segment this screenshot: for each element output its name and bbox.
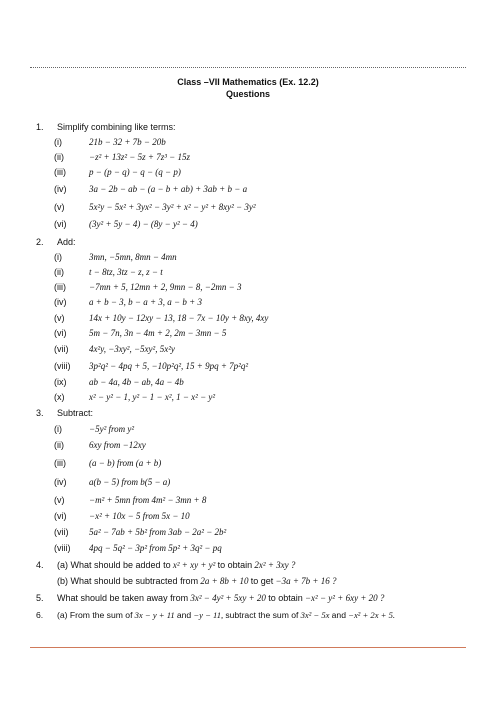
item-label: (ii) [54, 440, 64, 450]
item-label: (vii) [54, 344, 69, 354]
page-title: Class –VII Mathematics (Ex. 12.2) [177, 77, 319, 87]
item-expression: 4pq − 5q² − 3p² from 5p² + 3q² − pq [89, 543, 222, 553]
question-text: (b) What should be subtracted from [57, 576, 199, 586]
item-expression: −m² + 5mn from 4m² − 3mn + 8 [89, 495, 207, 505]
item-label: (v) [54, 313, 65, 323]
item-expression: 3a − 2b − ab − (a − b + ab) + 3ab + b − a [89, 184, 248, 194]
question-expression: 2x² + 3xy ? [254, 560, 296, 570]
question-prompt: Simplify combining like terms: [57, 122, 176, 132]
question-expression: −y − 11, [193, 610, 224, 620]
question-expression: −x² + 2x + 5. [348, 610, 396, 620]
item-expression: a(b − 5) from b(5 − a) [89, 477, 171, 487]
item-expression: (a − b) from (a + b) [89, 458, 162, 468]
question-expression: x² + xy + y² [172, 560, 216, 570]
item-expression: −7mn + 5, 12mn + 2, 9mn − 8, −2mn − 3 [89, 282, 242, 292]
item-label: (ii) [54, 267, 64, 277]
item-label: (v) [54, 202, 65, 212]
question-expression: −x² − y² + 6xy + 20 ? [304, 593, 385, 603]
item-label: (iv) [54, 297, 67, 307]
question-text: to obtain [268, 593, 303, 603]
question-text: subtract the sum of [225, 610, 299, 620]
question-text: (a) From the sum of [57, 610, 133, 620]
item-expression: x² − y² − 1, y² − 1 − x², 1 − x² − y² [89, 392, 216, 402]
question-number: 3. [36, 408, 44, 418]
item-expression: 5a² − 7ab + 5b² from 3ab − 2a² − 2b² [89, 527, 227, 537]
question-number: 5. [36, 593, 44, 603]
question-expression: 2a + 8b + 10 [200, 576, 249, 586]
bottom-rule [30, 647, 466, 648]
item-label: (viii) [54, 543, 71, 553]
item-label: (iv) [54, 477, 67, 487]
item-expression: −z² + 13z² − 5z + 7z³ − 15z [89, 152, 190, 162]
item-expression: 5x²y − 5x² + 3yx² − 3y² + x² − y² + 8xy² − 3y² [89, 202, 256, 212]
item-expression: (3y² + 5y − 4) − (8y − y² − 4) [89, 219, 198, 229]
item-label: (vi) [54, 511, 67, 521]
question-3-heading [36, 408, 93, 418]
item-expression: 3mn, −5mn, 8mn − 4mn [89, 252, 177, 262]
question-expression: 3x − y + 11 [134, 610, 175, 620]
item-label: (vi) [54, 219, 67, 229]
item-expression: 14x + 10y − 12xy − 13, 18 − 7x − 10y + 8xy, 4xy [89, 313, 269, 323]
question-number: 2. [36, 237, 44, 247]
item-label: (x) [54, 392, 65, 402]
question-prompt: Subtract: [57, 408, 94, 418]
question-4-part-b [36, 576, 337, 586]
question-1-heading [36, 122, 176, 132]
item-label: (iv) [54, 184, 67, 194]
item-label: (iii) [54, 282, 66, 292]
item-label: (v) [54, 495, 65, 505]
question-6 [36, 610, 395, 620]
item-expression: 4x²y, −3xy², −5xy², 5x²y [89, 344, 175, 354]
item-expression: a + b − 3, b − a + 3, a − b + 3 [89, 297, 202, 307]
question-text: to obtain [217, 560, 253, 570]
item-expression: 6xy from −12xy [89, 440, 146, 450]
question-expression: 3x² − 5x [300, 610, 330, 620]
item-expression: −x² + 10x − 5 from 5x − 10 [89, 511, 190, 521]
question-expression: 3x² − 4y² + 5xy + 20 [190, 593, 266, 603]
item-expression: 5m − 7n, 3n − 4m + 2, 2m − 3mn − 5 [89, 328, 227, 338]
item-expression: p − (p − q) − q − (q − p) [89, 167, 181, 177]
item-label: (iii) [54, 458, 66, 468]
item-label: (iii) [54, 167, 66, 177]
item-label: (viii) [54, 361, 71, 371]
question-number: 6. [36, 610, 44, 620]
question-2-heading [36, 237, 76, 247]
question-text: and [331, 610, 346, 620]
item-label: (i) [54, 424, 62, 434]
question-4-part-a [36, 560, 295, 570]
question-text: to get [250, 576, 274, 586]
question-text: and [176, 610, 192, 620]
question-text: What should be taken away from [57, 593, 189, 603]
item-label: (i) [54, 137, 62, 147]
question-prompt: Add: [57, 237, 76, 247]
item-label: (vii) [54, 527, 69, 537]
item-label: (vi) [54, 328, 67, 338]
question-number: 4. [36, 560, 44, 570]
question-expression: −3a + 7b + 16 ? [275, 576, 337, 586]
item-expression: 21b − 32 + 7b − 20b [89, 137, 166, 147]
item-label: (i) [54, 252, 62, 262]
item-expression: 3p²q² − 4pq + 5, −10p²q², 15 + 9pq + 7p²q² [89, 361, 249, 371]
page-subtitle: Questions [225, 89, 270, 99]
question-text: (a) What should be added to [57, 560, 171, 570]
question-number: 1. [36, 122, 44, 132]
item-expression: t − 8tz, 3tz − z, z − t [89, 267, 163, 277]
item-label: (ii) [54, 152, 64, 162]
item-expression: −5y² from y² [89, 424, 135, 434]
item-expression: ab − 4a, 4b − ab, 4a − 4b [89, 377, 184, 387]
item-label: (ix) [54, 377, 67, 387]
question-5 [36, 593, 384, 603]
